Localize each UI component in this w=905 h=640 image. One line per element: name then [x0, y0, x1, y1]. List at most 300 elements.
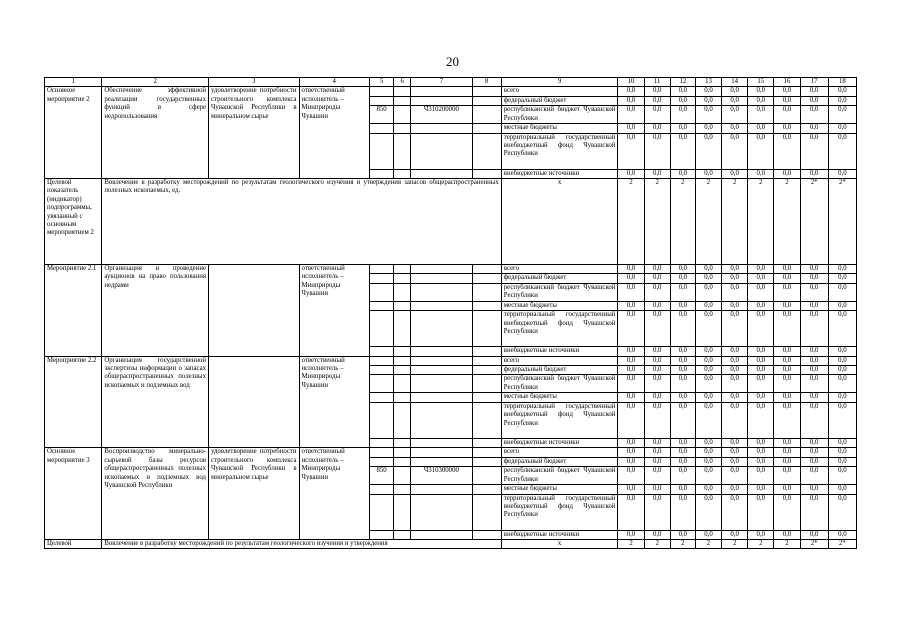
year-value-cell: 0,0 — [644, 133, 670, 169]
budget-code-cell — [394, 283, 411, 301]
year-value-cell: 0,0 — [748, 366, 774, 375]
column-number-cell: 1 — [45, 78, 102, 87]
budget-code-cell — [411, 169, 472, 178]
year-value-cell: 0,0 — [722, 375, 748, 393]
year-value-cell: 0,0 — [828, 494, 856, 530]
year-value-cell: 0,0 — [774, 96, 800, 105]
budget-code-cell — [369, 133, 393, 169]
target-article-code-cell: Ч310200000 — [411, 106, 472, 124]
budget-code-cell — [394, 366, 411, 375]
year-value-cell: 0,0 — [748, 311, 774, 347]
year-value-cell: 0,0 — [618, 87, 644, 96]
activity-result-cell: удовлетворение потребности строительного комплекса Чувашской Республики в минеральном сырье — [209, 448, 300, 540]
funding-source-cell: местные бюджеты — [501, 124, 618, 133]
year-value-cell: 0,0 — [748, 448, 774, 457]
year-value-cell: 0,0 — [644, 124, 670, 133]
year-value-cell: 0,0 — [722, 448, 748, 457]
year-value-cell: 0,0 — [695, 283, 721, 301]
funding-source-cell: территориальный государственный внебюджетный фонд Чувашской Республики — [501, 133, 618, 169]
budget-table — [44, 77, 857, 549]
year-value-cell: 0,0 — [670, 356, 695, 365]
column-number-cell: 18 — [828, 78, 856, 87]
year-value-cell: 0,0 — [748, 301, 774, 310]
year-value-cell: 0,0 — [618, 356, 644, 365]
year-value-cell: 0,0 — [774, 448, 800, 457]
budget-code-cell — [394, 124, 411, 133]
budget-code-cell — [411, 311, 472, 347]
budget-code-cell — [411, 87, 472, 96]
budget-code-cell — [369, 494, 393, 530]
budget-code-cell — [369, 366, 393, 375]
year-value-cell: 0,0 — [800, 301, 828, 310]
year-value-cell: 0,0 — [670, 375, 695, 393]
year-value-cell: 0,0 — [670, 402, 695, 438]
year-value-cell: 0,0 — [828, 347, 856, 356]
year-value-cell: 0,0 — [670, 467, 695, 485]
budget-code-cell — [369, 169, 393, 178]
budget-code-cell — [369, 87, 393, 96]
year-value-cell: 0,0 — [722, 106, 748, 124]
year-value-cell: 0,0 — [748, 494, 774, 530]
budget-code-cell — [394, 438, 411, 447]
funding-source-cell: республиканский бюджет Чувашской Республики — [501, 283, 618, 301]
column-number-cell: 16 — [774, 78, 800, 87]
year-value-cell: 0,0 — [774, 375, 800, 393]
year-value-cell: 0,0 — [722, 169, 748, 178]
year-value-cell: 0,0 — [695, 124, 721, 133]
year-value-cell: 0,0 — [644, 402, 670, 438]
year-value-cell: 0,0 — [670, 124, 695, 133]
activity-name-cell: Основное мероприятие 2 — [45, 87, 102, 179]
year-value-cell: 0,0 — [722, 393, 748, 402]
target-article-code-cell — [411, 375, 472, 393]
budget-code-cell — [472, 169, 501, 178]
year-value-cell: 0,0 — [748, 169, 774, 178]
year-value-cell: 0,0 — [695, 169, 721, 178]
year-value-cell: 0,0 — [828, 283, 856, 301]
indicator-value-cell: 2* — [800, 539, 828, 548]
year-value-cell: 0,0 — [722, 87, 748, 96]
budget-code-cell — [394, 347, 411, 356]
year-value-cell: 0,0 — [695, 106, 721, 124]
year-value-cell: 0,0 — [722, 311, 748, 347]
year-value-cell: 0,0 — [644, 106, 670, 124]
budget-code-cell — [411, 393, 472, 402]
year-value-cell: 0,0 — [774, 311, 800, 347]
year-value-cell: 0,0 — [670, 274, 695, 283]
year-value-cell: 0,0 — [774, 265, 800, 274]
year-value-cell: 0,0 — [695, 402, 721, 438]
budget-code-cell — [411, 124, 472, 133]
funding-source-cell: местные бюджеты — [501, 301, 618, 310]
year-value-cell: 0,0 — [670, 438, 695, 447]
year-value-cell: 0,0 — [695, 274, 721, 283]
indicator-x-cell: x — [501, 179, 618, 265]
year-value-cell: 0,0 — [722, 301, 748, 310]
year-value-cell: 0,0 — [722, 96, 748, 105]
year-value-cell: 0,0 — [618, 274, 644, 283]
budget-code-cell — [394, 375, 411, 393]
year-value-cell: 0,0 — [774, 402, 800, 438]
year-value-cell: 0,0 — [800, 485, 828, 494]
indicator-value-cell: 2 — [618, 179, 644, 265]
year-value-cell: 0,0 — [800, 467, 828, 485]
year-value-cell: 0,0 — [644, 311, 670, 347]
budget-code-cell — [472, 448, 501, 457]
year-value-cell: 0,0 — [800, 448, 828, 457]
indicator-label-cell: Целевой — [45, 539, 102, 548]
year-value-cell: 0,0 — [670, 457, 695, 466]
budget-code-cell — [369, 347, 393, 356]
budget-code-cell — [411, 347, 472, 356]
year-value-cell: 0,0 — [722, 494, 748, 530]
year-value-cell: 0,0 — [828, 169, 856, 178]
year-value-cell: 0,0 — [618, 375, 644, 393]
year-value-cell: 0,0 — [800, 393, 828, 402]
year-value-cell: 0,0 — [695, 375, 721, 393]
column-number-cell: 7 — [411, 78, 472, 87]
year-value-cell: 0,0 — [695, 485, 721, 494]
year-value-cell: 0,0 — [644, 265, 670, 274]
year-value-cell: 0,0 — [618, 448, 644, 457]
year-value-cell: 0,0 — [774, 494, 800, 530]
year-value-cell: 0,0 — [670, 96, 695, 105]
year-value-cell: 0,0 — [828, 124, 856, 133]
budget-code-cell — [472, 311, 501, 347]
budget-code-cell — [394, 402, 411, 438]
year-value-cell: 0,0 — [828, 366, 856, 375]
year-value-cell: 0,0 — [695, 301, 721, 310]
year-value-cell: 0,0 — [722, 133, 748, 169]
budget-code-cell — [472, 96, 501, 105]
column-number-cell: 6 — [394, 78, 411, 87]
budget-code-cell — [394, 448, 411, 457]
grbs-code-cell — [369, 283, 393, 301]
executor-cell: ответственный исполнитель – Минприроды Чувашии — [299, 448, 369, 540]
year-value-cell: 0,0 — [644, 283, 670, 301]
year-value-cell: 0,0 — [828, 311, 856, 347]
year-value-cell: 0,0 — [722, 283, 748, 301]
year-value-cell: 0,0 — [670, 169, 695, 178]
year-value-cell: 0,0 — [722, 457, 748, 466]
budget-code-cell — [369, 530, 393, 539]
year-value-cell: 0,0 — [828, 530, 856, 539]
source-row — [45, 356, 857, 365]
budget-code-cell — [411, 530, 472, 539]
budget-code-cell — [394, 530, 411, 539]
year-value-cell: 0,0 — [774, 530, 800, 539]
budget-code-cell — [369, 311, 393, 347]
year-value-cell: 0,0 — [748, 356, 774, 365]
funding-source-cell: внебюджетные источники — [501, 347, 618, 356]
funding-source-cell: федеральный бюджет — [501, 457, 618, 466]
activity-title-cell: Организация и проведение аукционов на право пользования недрами — [102, 265, 209, 357]
year-value-cell: 0,0 — [644, 96, 670, 105]
year-value-cell: 0,0 — [644, 347, 670, 356]
budget-code-cell — [411, 133, 472, 169]
budget-code-cell — [369, 457, 393, 466]
year-value-cell: 0,0 — [800, 356, 828, 365]
budget-code-cell — [394, 265, 411, 274]
indicator-value-cell: 2 — [774, 539, 800, 548]
budget-code-cell — [394, 393, 411, 402]
year-value-cell: 0,0 — [722, 274, 748, 283]
indicator-x-cell: x — [501, 539, 618, 548]
year-value-cell: 0,0 — [800, 366, 828, 375]
year-value-cell: 0,0 — [695, 366, 721, 375]
indicator-value-cell: 2* — [828, 539, 856, 548]
funding-source-cell: федеральный бюджет — [501, 96, 618, 105]
indicator-value-cell: 2 — [644, 539, 670, 548]
budget-code-cell — [369, 402, 393, 438]
year-value-cell: 0,0 — [670, 393, 695, 402]
year-value-cell: 0,0 — [828, 106, 856, 124]
budget-code-cell — [394, 301, 411, 310]
indicator-value-cell: 2 — [695, 539, 721, 548]
year-value-cell: 0,0 — [618, 393, 644, 402]
budget-code-cell — [472, 133, 501, 169]
indicator-row — [45, 539, 857, 548]
year-value-cell: 0,0 — [828, 438, 856, 447]
activity-title-cell: Воспроизводство минерально-сырьевой базы ресурсов общераспространенных полезных ископаемых и подземных вод Чувашской Республики — [102, 448, 209, 540]
year-value-cell: 0,0 — [695, 448, 721, 457]
year-value-cell: 0,0 — [774, 301, 800, 310]
budget-code-cell — [394, 311, 411, 347]
year-value-cell: 0,0 — [618, 494, 644, 530]
budget-code-cell — [472, 375, 501, 393]
column-number-cell: 3 — [209, 78, 300, 87]
year-value-cell: 0,0 — [800, 438, 828, 447]
year-value-cell: 0,0 — [748, 457, 774, 466]
year-value-cell: 0,0 — [644, 375, 670, 393]
executor-cell: ответственный исполнитель – Минприроды Чувашии — [299, 265, 369, 357]
budget-code-cell — [472, 356, 501, 365]
column-number-cell: 8 — [472, 78, 501, 87]
year-value-cell: 0,0 — [800, 494, 828, 530]
grbs-code-cell: 850 — [369, 467, 393, 485]
year-value-cell: 0,0 — [748, 124, 774, 133]
year-value-cell: 0,0 — [695, 96, 721, 105]
year-value-cell: 0,0 — [774, 274, 800, 283]
year-value-cell: 0,0 — [722, 356, 748, 365]
year-value-cell: 0,0 — [774, 133, 800, 169]
year-value-cell: 0,0 — [670, 494, 695, 530]
year-value-cell: 0,0 — [644, 301, 670, 310]
year-value-cell: 0,0 — [618, 133, 644, 169]
grbs-code-cell — [369, 375, 393, 393]
budget-code-cell — [394, 87, 411, 96]
funding-source-cell: всего — [501, 448, 618, 457]
year-value-cell: 0,0 — [748, 402, 774, 438]
indicator-row — [45, 179, 857, 265]
indicator-value-cell: 2 — [748, 539, 774, 548]
year-value-cell: 0,0 — [644, 356, 670, 365]
budget-code-cell — [411, 494, 472, 530]
year-value-cell: 0,0 — [774, 106, 800, 124]
funding-source-cell: местные бюджеты — [501, 485, 618, 494]
indicator-value-cell: 2* — [828, 179, 856, 265]
year-value-cell: 0,0 — [800, 530, 828, 539]
year-value-cell: 0,0 — [670, 106, 695, 124]
year-value-cell: 0,0 — [618, 311, 644, 347]
year-value-cell: 0,0 — [828, 133, 856, 169]
budget-code-cell — [394, 467, 411, 485]
budget-code-cell — [394, 96, 411, 105]
budget-code-cell — [472, 274, 501, 283]
budget-code-cell — [411, 96, 472, 105]
year-value-cell: 0,0 — [618, 124, 644, 133]
year-value-cell: 0,0 — [722, 366, 748, 375]
year-value-cell: 0,0 — [695, 311, 721, 347]
year-value-cell: 0,0 — [644, 494, 670, 530]
year-value-cell: 0,0 — [800, 96, 828, 105]
budget-code-cell — [411, 356, 472, 365]
budget-code-cell — [394, 169, 411, 178]
year-value-cell: 0,0 — [774, 366, 800, 375]
funding-source-cell: всего — [501, 356, 618, 365]
year-value-cell: 0,0 — [670, 265, 695, 274]
activity-name-cell: Мероприятие 2.1 — [45, 265, 102, 357]
year-value-cell: 0,0 — [644, 169, 670, 178]
year-value-cell: 0,0 — [618, 169, 644, 178]
year-value-cell: 0,0 — [800, 87, 828, 96]
budget-code-cell — [472, 457, 501, 466]
year-value-cell: 0,0 — [618, 106, 644, 124]
funding-source-cell: республиканский бюджет Чувашской Республики — [501, 375, 618, 393]
year-value-cell: 0,0 — [828, 448, 856, 457]
year-value-cell: 0,0 — [618, 366, 644, 375]
year-value-cell: 0,0 — [670, 87, 695, 96]
year-value-cell: 0,0 — [722, 347, 748, 356]
year-value-cell: 0,0 — [618, 347, 644, 356]
year-value-cell: 0,0 — [774, 356, 800, 365]
activity-name-cell: Мероприятие 2.2 — [45, 356, 102, 448]
funding-source-cell: территориальный государственный внебюджетный фонд Чувашской Республики — [501, 494, 618, 530]
year-value-cell: 0,0 — [828, 485, 856, 494]
year-value-cell: 0,0 — [748, 265, 774, 274]
funding-source-cell: внебюджетные источники — [501, 438, 618, 447]
funding-source-cell: территориальный государственный внебюджетный фонд Чувашской Республики — [501, 311, 618, 347]
budget-code-cell — [411, 438, 472, 447]
year-value-cell: 0,0 — [695, 356, 721, 365]
budget-code-cell — [394, 356, 411, 365]
year-value-cell: 0,0 — [828, 265, 856, 274]
year-value-cell: 0,0 — [828, 467, 856, 485]
year-value-cell: 0,0 — [828, 375, 856, 393]
budget-code-cell — [369, 356, 393, 365]
source-row — [45, 265, 857, 274]
year-value-cell: 0,0 — [695, 133, 721, 169]
year-value-cell: 0,0 — [722, 124, 748, 133]
year-value-cell: 0,0 — [644, 274, 670, 283]
indicator-value-cell: 2 — [722, 179, 748, 265]
budget-code-cell — [411, 274, 472, 283]
funding-source-cell: местные бюджеты — [501, 393, 618, 402]
year-value-cell: 0,0 — [748, 133, 774, 169]
budget-code-cell — [369, 265, 393, 274]
source-row — [45, 87, 857, 96]
target-article-code-cell: Ч310300000 — [411, 467, 472, 485]
target-article-code-cell — [411, 283, 472, 301]
funding-source-cell: внебюджетные источники — [501, 169, 618, 178]
year-value-cell: 0,0 — [722, 438, 748, 447]
budget-code-cell — [394, 106, 411, 124]
column-number-cell: 15 — [748, 78, 774, 87]
budget-code-cell — [472, 366, 501, 375]
executor-cell: ответственный исполнитель – Минприроды Чувашии — [299, 356, 369, 448]
year-value-cell: 0,0 — [670, 133, 695, 169]
indicator-value-cell: 2 — [774, 179, 800, 265]
column-number-cell: 11 — [644, 78, 670, 87]
funding-source-cell: внебюджетные источники — [501, 530, 618, 539]
budget-code-cell — [472, 530, 501, 539]
year-value-cell: 0,0 — [644, 485, 670, 494]
budget-code-cell — [369, 485, 393, 494]
budget-code-cell — [472, 494, 501, 530]
year-value-cell: 0,0 — [748, 467, 774, 485]
budget-code-cell — [394, 485, 411, 494]
year-value-cell: 0,0 — [748, 283, 774, 301]
year-value-cell: 0,0 — [644, 448, 670, 457]
funding-source-cell: территориальный государственный внебюджетный фонд Чувашской Республики — [501, 402, 618, 438]
year-value-cell: 0,0 — [670, 448, 695, 457]
budget-code-cell — [472, 347, 501, 356]
column-number-cell: 2 — [102, 78, 209, 87]
year-value-cell: 0,0 — [618, 301, 644, 310]
source-row — [45, 448, 857, 457]
activity-result-cell: удовлетворение потребности строительного комплекса Чувашской Республики в минеральном сырье — [209, 87, 300, 179]
budget-code-cell — [394, 457, 411, 466]
year-value-cell: 0,0 — [618, 402, 644, 438]
year-value-cell: 0,0 — [748, 393, 774, 402]
year-value-cell: 0,0 — [695, 457, 721, 466]
year-value-cell: 0,0 — [748, 87, 774, 96]
column-number-row — [45, 78, 857, 87]
column-number-cell: 9 — [501, 78, 618, 87]
year-value-cell: 0,0 — [800, 347, 828, 356]
year-value-cell: 0,0 — [695, 265, 721, 274]
year-value-cell: 0,0 — [670, 347, 695, 356]
budget-code-cell — [394, 274, 411, 283]
year-value-cell: 0,0 — [800, 457, 828, 466]
year-value-cell: 0,0 — [748, 485, 774, 494]
year-value-cell: 0,0 — [722, 530, 748, 539]
budget-code-cell — [411, 366, 472, 375]
year-value-cell: 0,0 — [800, 133, 828, 169]
year-value-cell: 0,0 — [800, 402, 828, 438]
year-value-cell: 0,0 — [828, 356, 856, 365]
year-value-cell: 0,0 — [618, 467, 644, 485]
budget-code-cell — [472, 301, 501, 310]
indicator-value-cell: 2 — [748, 179, 774, 265]
year-value-cell: 0,0 — [722, 402, 748, 438]
indicator-text-cell: Вовлечение в разработку месторождений по результатам геологического изучения и утверждения — [102, 539, 501, 548]
indicator-value-cell: 2 — [644, 179, 670, 265]
year-value-cell: 0,0 — [800, 106, 828, 124]
budget-code-cell — [369, 96, 393, 105]
budget-code-cell — [394, 494, 411, 530]
year-value-cell: 0,0 — [618, 457, 644, 466]
year-value-cell: 0,0 — [748, 530, 774, 539]
year-value-cell: 0,0 — [800, 274, 828, 283]
year-value-cell: 0,0 — [748, 375, 774, 393]
year-value-cell: 0,0 — [722, 467, 748, 485]
year-value-cell: 0,0 — [618, 96, 644, 105]
activity-result-cell — [209, 265, 300, 357]
funding-source-cell: всего — [501, 87, 618, 96]
year-value-cell: 0,0 — [644, 467, 670, 485]
budget-code-cell — [472, 438, 501, 447]
